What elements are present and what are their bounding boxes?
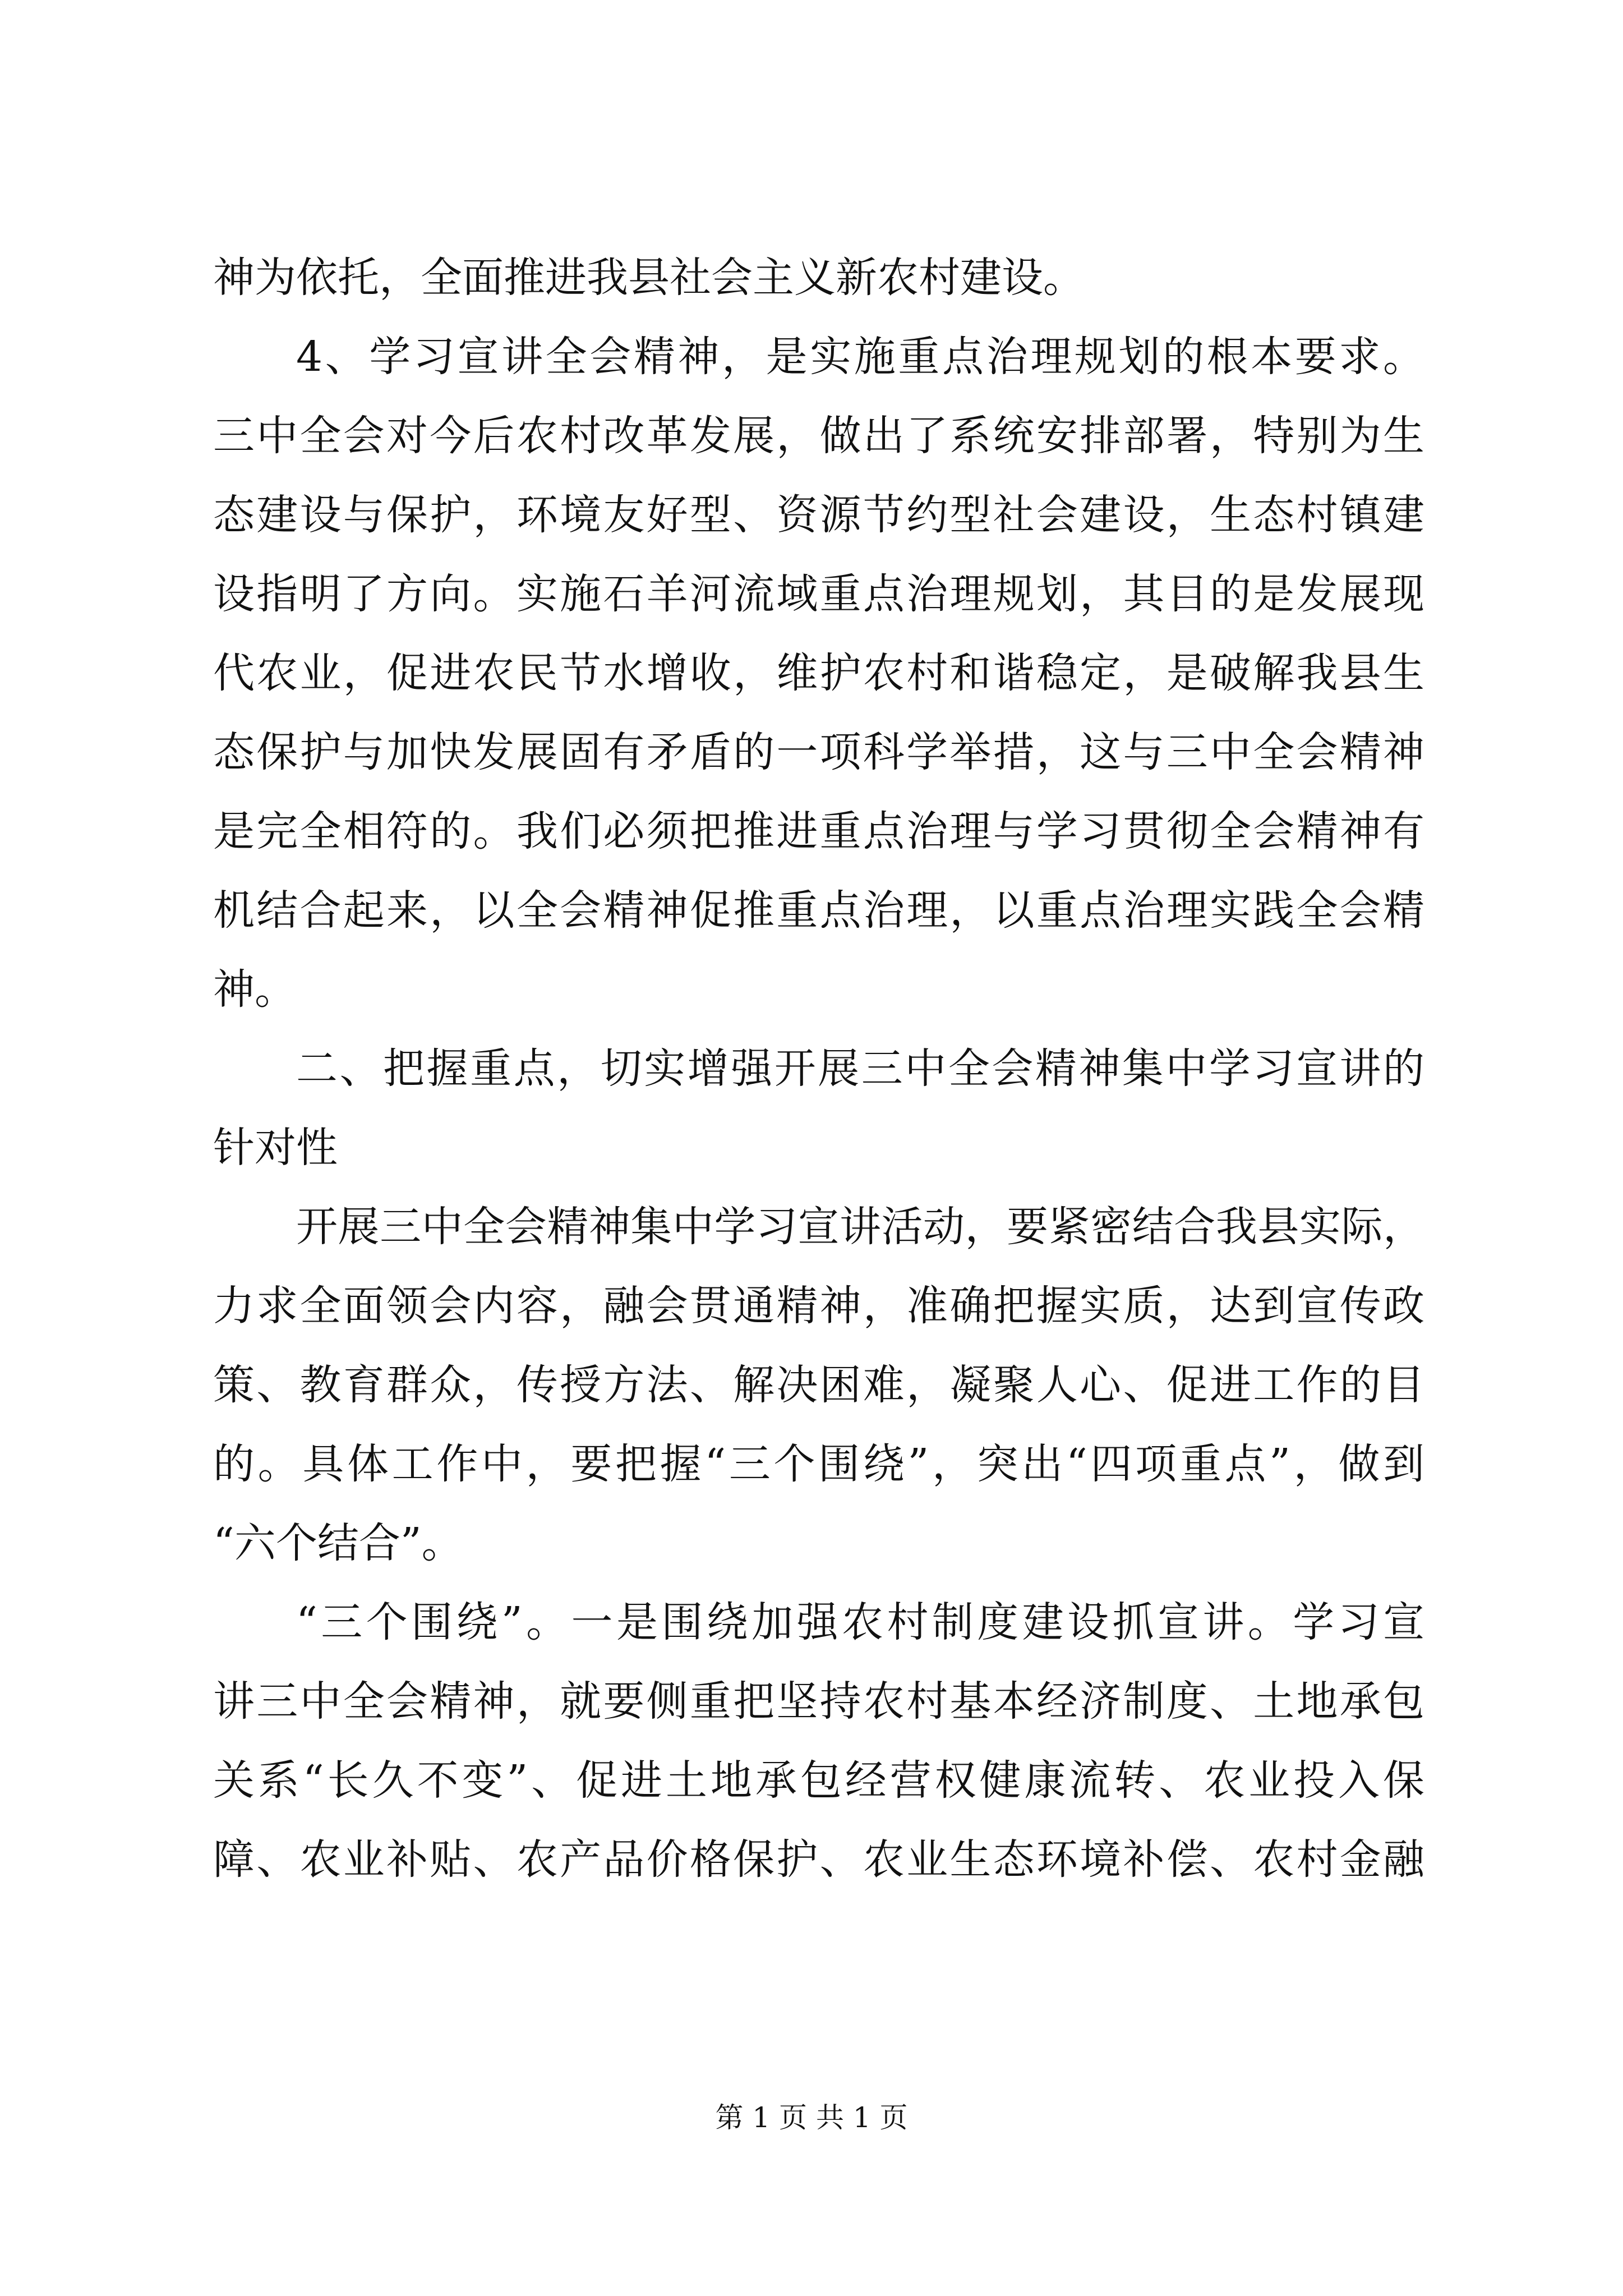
text-line: 机结合起来，以全会精神促推重点治理，以重点治理实践全会精 — [213, 886, 1424, 935]
text-line: 开展三中全会精神集中学习宣讲活动，要紧密结合我县实际， — [296, 1203, 1424, 1251]
text-line: “三个围绕”。一是围绕加强农村制度建设抓宣讲。学习宣 — [296, 1598, 1424, 1646]
text-line: 的。具体工作中，要把握“三个围绕”，突出“四项重点”，做到 — [213, 1440, 1424, 1488]
text-line: 代农业，促进农民节水增收，维护农村和谐稳定，是破解我县生 — [213, 649, 1424, 697]
text-line: 关系“长久不变”、促进土地承包经营权健康流转、农业投入保 — [213, 1756, 1424, 1805]
text-line: 是完全相符的。我们必须把推进重点治理与学习贯彻全会精神有 — [213, 807, 1424, 855]
text-line: 神为依托，全面推进我县社会主义新农村建设。 — [213, 254, 1085, 302]
text-line: 针对性 — [213, 1124, 338, 1172]
text-line: 力求全面领会内容，融会贯通精神，准确把握实质，达到宣传政 — [213, 1282, 1424, 1330]
text-line: 二、把握重点，切实增强开展三中全会精神集中学习宣讲的 — [296, 1045, 1424, 1093]
text-line: 讲三中全会精神，就要侧重把坚持农村基本经济制度、土地承包 — [213, 1677, 1424, 1726]
text-line: 设指明了方向。实施石羊河流域重点治理规划，其目的是发展现 — [213, 570, 1424, 618]
text-line: 4、学习宣讲全会精神，是实施重点治理规划的根本要求。 — [296, 333, 1424, 381]
text-line: 策、教育群众，传授方法、解决困难，凝聚人心、促进工作的目 — [213, 1361, 1424, 1409]
text-line: 三中全会对今后农村改革发展，做出了系统安排部署，特别为生 — [213, 412, 1424, 460]
text-line: 态建设与保护，环境友好型、资源节约型社会建设，生态村镇建 — [213, 491, 1424, 539]
text-line: 态保护与加快发展固有矛盾的一项科学举措，这与三中全会精神 — [213, 728, 1424, 776]
text-line: 神。 — [213, 965, 296, 1014]
page-footer: 第 1 页 共 1 页 — [715, 2101, 908, 2134]
text-line: 障、农业补贴、农产品价格保护、农业生态环境补偿、农村金融 — [213, 1835, 1424, 1884]
text-line: “六个结合”。 — [213, 1519, 463, 1567]
